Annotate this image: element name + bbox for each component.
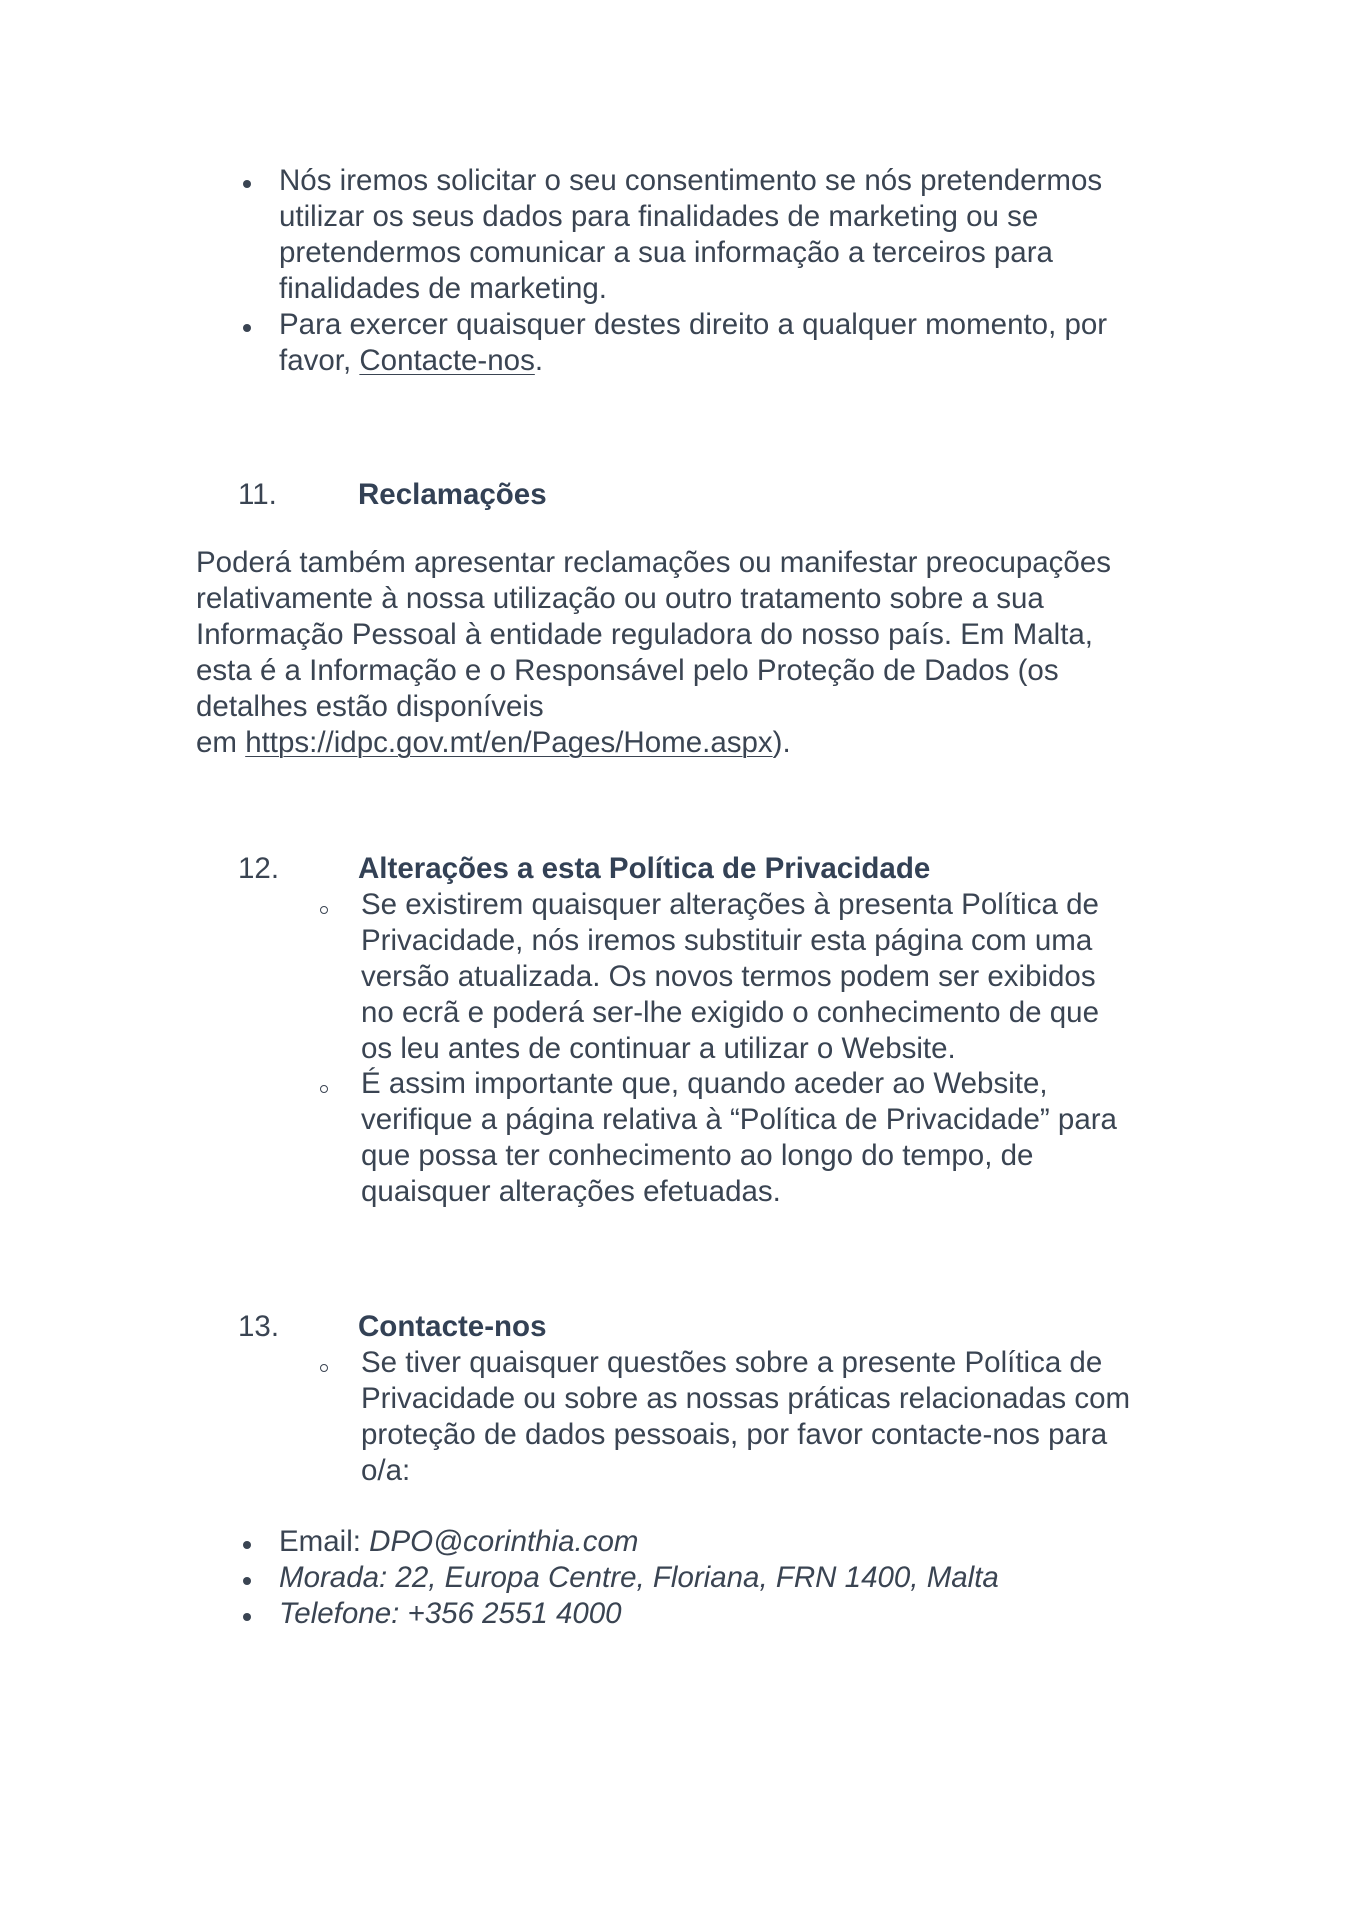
text-line: Se existirem quaisquer alterações à presenta Política de <box>361 888 1099 921</box>
text-line: Privacidade, nós iremos substituir esta página com uma <box>361 924 1093 957</box>
email-label: Email: <box>279 1525 370 1558</box>
email-address[interactable]: DPO@corinthia.com <box>369 1525 639 1558</box>
text-line: proteção de dados pessoais, por favor contacte-nos para <box>361 1418 1108 1451</box>
contact-address: Morada: 22, Europa Centre, Floriana, FRN 1400, Malta <box>279 1561 999 1594</box>
text-line: Nós iremos solicitar o seu consentimento se nós pretendermos <box>279 164 1103 197</box>
text-fragment: ). <box>772 726 791 759</box>
text-line: pretendermos comunicar a sua informação a terceiros para <box>279 236 1053 269</box>
section-number: 11. <box>238 478 277 511</box>
sub-bullet-circle <box>320 906 328 914</box>
sub-item-check-page <box>361 1066 1181 1210</box>
sub-item-questions <box>361 1345 1181 1489</box>
text-line <box>196 725 1176 761</box>
contact-us-link[interactable]: Contacte-nos <box>359 344 535 377</box>
bullet-dot <box>243 1577 251 1585</box>
text-fragment: favor, <box>279 344 360 377</box>
text-line: verifique a página relativa à “Política de Privacidade” para <box>361 1103 1117 1136</box>
text-fragment: . <box>534 344 544 377</box>
sub-bullet-circle <box>320 1085 328 1093</box>
text-line: que possa ter conhecimento ao longo do tempo, de <box>361 1139 1034 1172</box>
text-line: os leu antes de continuar a utilizar o Website. <box>361 1032 956 1065</box>
text-line: É assim importante que, quando aceder ao Website, <box>361 1067 1048 1100</box>
bullet-dot <box>243 1613 251 1621</box>
section-number: 13. <box>238 1310 280 1343</box>
text-line: detalhes estão disponíveis <box>196 690 544 723</box>
section-title-complaints: Reclamações <box>358 478 547 511</box>
contact-email <box>279 1524 1179 1560</box>
text-line: relativamente à nossa utilização ou outro tratamento sobre a sua <box>196 582 1044 615</box>
text-line <box>279 343 1179 379</box>
section-title-policy-changes: Alterações a esta Política de Privacidade <box>358 852 931 885</box>
bullet-item-exercise-rights <box>279 307 1179 379</box>
text-line: Se tiver quaisquer questões sobre a presente Política de <box>361 1346 1103 1379</box>
text-line: Poderá também apresentar reclamações ou manifestar preocupações <box>196 546 1111 579</box>
bullet-dot <box>243 180 251 188</box>
text-line: esta é a Informação e o Responsável pelo Proteção de Dados (os <box>196 654 1059 687</box>
text-line: versão atualizada. Os novos termos podem ser exibidos <box>361 960 1096 993</box>
text-line: no ecrã e poderá ser-lhe exigido o conhecimento de que <box>361 996 1099 1029</box>
bullet-dot <box>243 324 251 332</box>
complaints-paragraph <box>196 545 1176 761</box>
idpc-link[interactable]: https://idpc.gov.mt/en/Pages/Home.aspx <box>245 726 773 759</box>
text-line: Privacidade ou sobre as nossas práticas relacionadas com <box>361 1382 1131 1415</box>
text-line: o/a: <box>361 1454 411 1487</box>
bullet-item-consent <box>279 163 1179 307</box>
text-line: Para exercer quaisquer destes direito a qualquer momento, por <box>279 308 1108 341</box>
sub-bullet-circle <box>320 1364 328 1372</box>
text-line: finalidades de marketing. <box>279 272 607 305</box>
section-number: 12. <box>238 852 280 885</box>
section-title-contact: Contacte-nos <box>358 1310 547 1343</box>
text-line: utilizar os seus dados para finalidades de marketing ou se <box>279 200 1039 233</box>
text-line: quaisquer alterações efetuadas. <box>361 1175 781 1208</box>
text-fragment: em <box>196 726 246 759</box>
contact-phone: Telefone: +356 2551 4000 <box>279 1597 622 1630</box>
text-line: Informação Pessoal à entidade reguladora do nosso país. Em Malta, <box>196 618 1093 651</box>
bullet-dot <box>243 1541 251 1549</box>
sub-item-policy-update <box>361 887 1181 1067</box>
